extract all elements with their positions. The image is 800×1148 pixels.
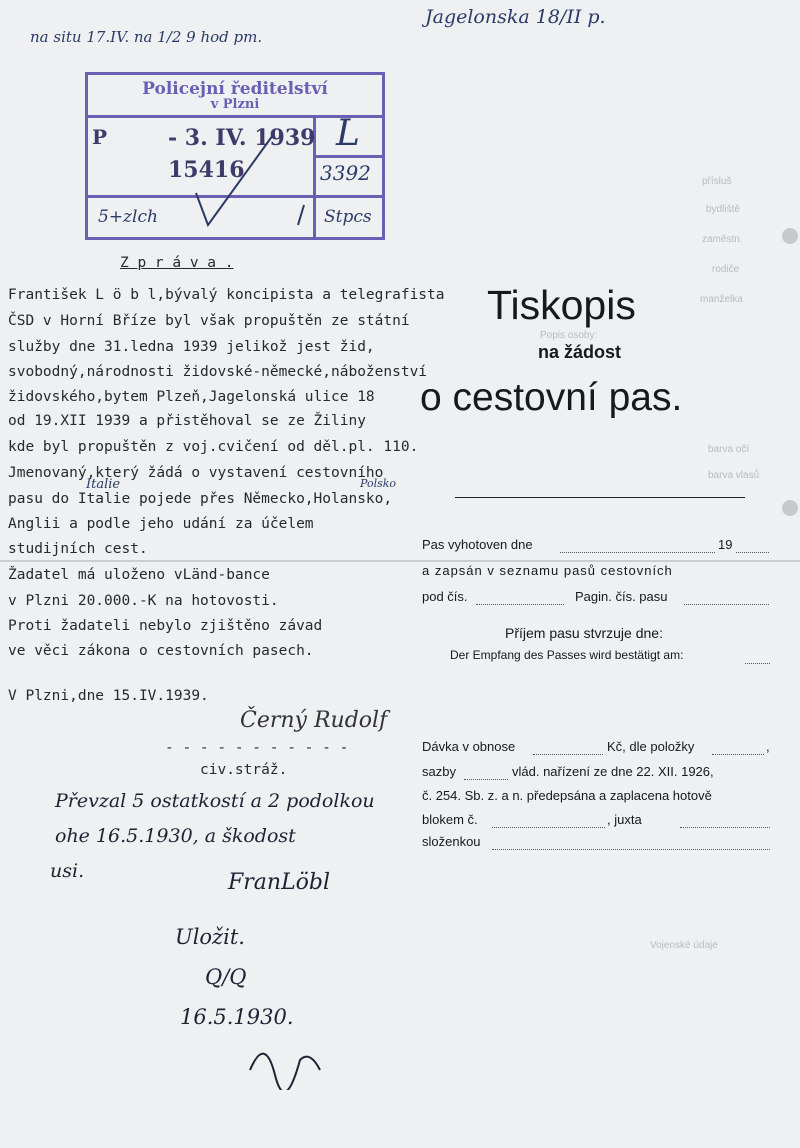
report-line: svobodný,národnosti židovské-německé,náboženství: [8, 364, 428, 380]
postal-order-field: [492, 849, 770, 850]
fee-label: Dávka v obnose: [422, 739, 516, 754]
decree-label: vlád. nařízení ze dne 22. XII. 1926,: [512, 764, 714, 779]
ghost-text: barva vlasů: [708, 470, 760, 481]
report-line: Jmenovaný,který žádá o vystavení cestovního: [8, 465, 384, 481]
receipt-field: [745, 663, 770, 664]
handwritten-file-date: 16.5.1930.: [180, 1005, 294, 1029]
law-reference: č. 254. Sb. z. a n. předepsána a zaplacena hotově: [422, 788, 712, 803]
handwritten-insert-polsko: Polsko: [360, 477, 397, 490]
issued-label: Pas vyhotoven dne: [422, 537, 533, 552]
report-line: ve věci zákona o cestovních pasech.: [8, 643, 314, 659]
ghost-text: Popis osoby:: [540, 330, 598, 341]
block-label: blokem č.: [422, 812, 478, 827]
report-line: služby dne 31.ledna 1939 jelikož jest žid,: [8, 339, 375, 355]
rate-field: [464, 779, 508, 780]
report-line: od 19.XII 1939 a přistěhoval se ze Žiliny: [8, 413, 366, 429]
report-line: Anglii a podle jeho udání za účelem: [8, 516, 314, 532]
handwritten-scribble: [240, 1030, 360, 1090]
report-line: Proti žadateli nebylo zjištěno závad: [8, 618, 323, 634]
under-no-label: pod čís.: [422, 589, 468, 604]
report-line: kde byl propuštěn z voj.cvičení od děl.pl. 110.: [8, 439, 419, 455]
fee-item-label: Kč, dle položky: [607, 739, 695, 754]
ghost-text: zaměstn.: [702, 234, 743, 245]
report-line: v Plzni 20.000.-K na hotovosti.: [8, 593, 279, 609]
paper-fold: [0, 560, 800, 562]
officer-signature: Černý Rudolf: [240, 708, 388, 733]
stamp-handwritten-figure: 3392: [320, 161, 371, 185]
handwritten-file-mark: Q/Q: [205, 965, 247, 989]
issued-field: [560, 552, 715, 553]
form-rule: [455, 497, 745, 498]
under-no-field: [476, 604, 564, 605]
block-field: [492, 827, 605, 828]
receipt-label-de: Der Empfang des Passes wird bestätigt am:: [450, 648, 684, 662]
postal-order-label: složenkou: [422, 834, 481, 849]
stamp-cell-prefix: P: [92, 125, 108, 149]
punch-hole: [782, 500, 798, 516]
punch-hole: [782, 228, 798, 244]
stamp-number: 15416: [168, 157, 245, 183]
juxta-field: [680, 827, 770, 828]
stamp-title: Policejní ředitelství: [142, 79, 328, 99]
juxta-label: , juxta: [607, 812, 642, 827]
stamp-handwritten-initial: L: [336, 113, 360, 154]
report-line: ČSD v Horní Bříze byl však propuštěn ze státní: [8, 313, 410, 329]
signature-line: - - - - - - - - - - -: [165, 740, 349, 756]
year-label: 19: [718, 537, 733, 552]
handwritten-receipt: Převzal 5 ostatkostí a 2 podolkou: [55, 790, 375, 812]
ghost-text: Vojenské údaje: [650, 940, 718, 951]
stamp-subtitle: v Plzni: [210, 97, 260, 112]
ghost-text: bydliště: [706, 204, 740, 215]
handwritten-address: Jagelonska 18/II p.: [425, 6, 606, 28]
ghost-text: rodiče: [712, 264, 740, 275]
form-title: Tiskopis: [487, 282, 636, 328]
fee-item-field: [712, 754, 764, 755]
ghost-text: manželka: [700, 294, 743, 305]
report-line: pasu do Italie pojede přes Německo,Holansko,: [8, 491, 393, 507]
registered-label: a zapsán v seznamu pasů cestovních: [422, 563, 673, 578]
handwritten-receipt: ohe 16.5.1930, a škodost: [55, 825, 296, 847]
year-field: [736, 552, 769, 553]
pagin-field: [684, 604, 769, 605]
ghost-text: přísluš: [702, 176, 732, 187]
report-heading: Z p r á v a .: [120, 255, 234, 271]
handwritten-note-top-left: na situ 17.IV. na 1/2 9 hod pm.: [30, 28, 263, 46]
handwritten-receipt: usi.: [50, 860, 85, 882]
police-stamp: [85, 72, 385, 240]
stamp-handwritten-signature: Stpcs: [324, 207, 372, 227]
receipt-label-cz: Příjem pasu stvrzuje dne:: [505, 625, 663, 641]
fee-amount-field: [533, 754, 603, 755]
rate-label: sazby: [422, 764, 456, 779]
report-place-date: V Plzni,dne 15.IV.1939.: [8, 688, 209, 704]
form-subtitle: na žádost: [538, 342, 622, 362]
fee-comma: ,: [766, 739, 770, 754]
stamp-date: - 3. IV. 1939: [168, 125, 316, 151]
report-line: Žadatel má uloženo vLänd-bance: [8, 567, 270, 583]
stamp-handwritten-note: 5+zlch: [98, 207, 158, 227]
stamp-check-mark: [88, 75, 388, 243]
report-line: studijních cest.: [8, 541, 148, 557]
handwritten-file-note: Uložit.: [175, 925, 245, 949]
handwritten-insert-italie: Italie: [86, 477, 121, 492]
form-subtitle-2: o cestovní pas.: [420, 376, 683, 419]
signer-rank: civ.stráž.: [200, 762, 288, 778]
pagin-label: Pagin. čís. pasu: [575, 589, 668, 604]
report-line: František L ö b l,bývalý koncipista a telegrafista: [8, 287, 445, 303]
applicant-signature: FranLöbl: [228, 870, 331, 895]
ghost-text: barva očí: [708, 444, 750, 455]
report-line: židovského,bytem Plzeň,Jagelonská ulice 18: [8, 389, 375, 405]
